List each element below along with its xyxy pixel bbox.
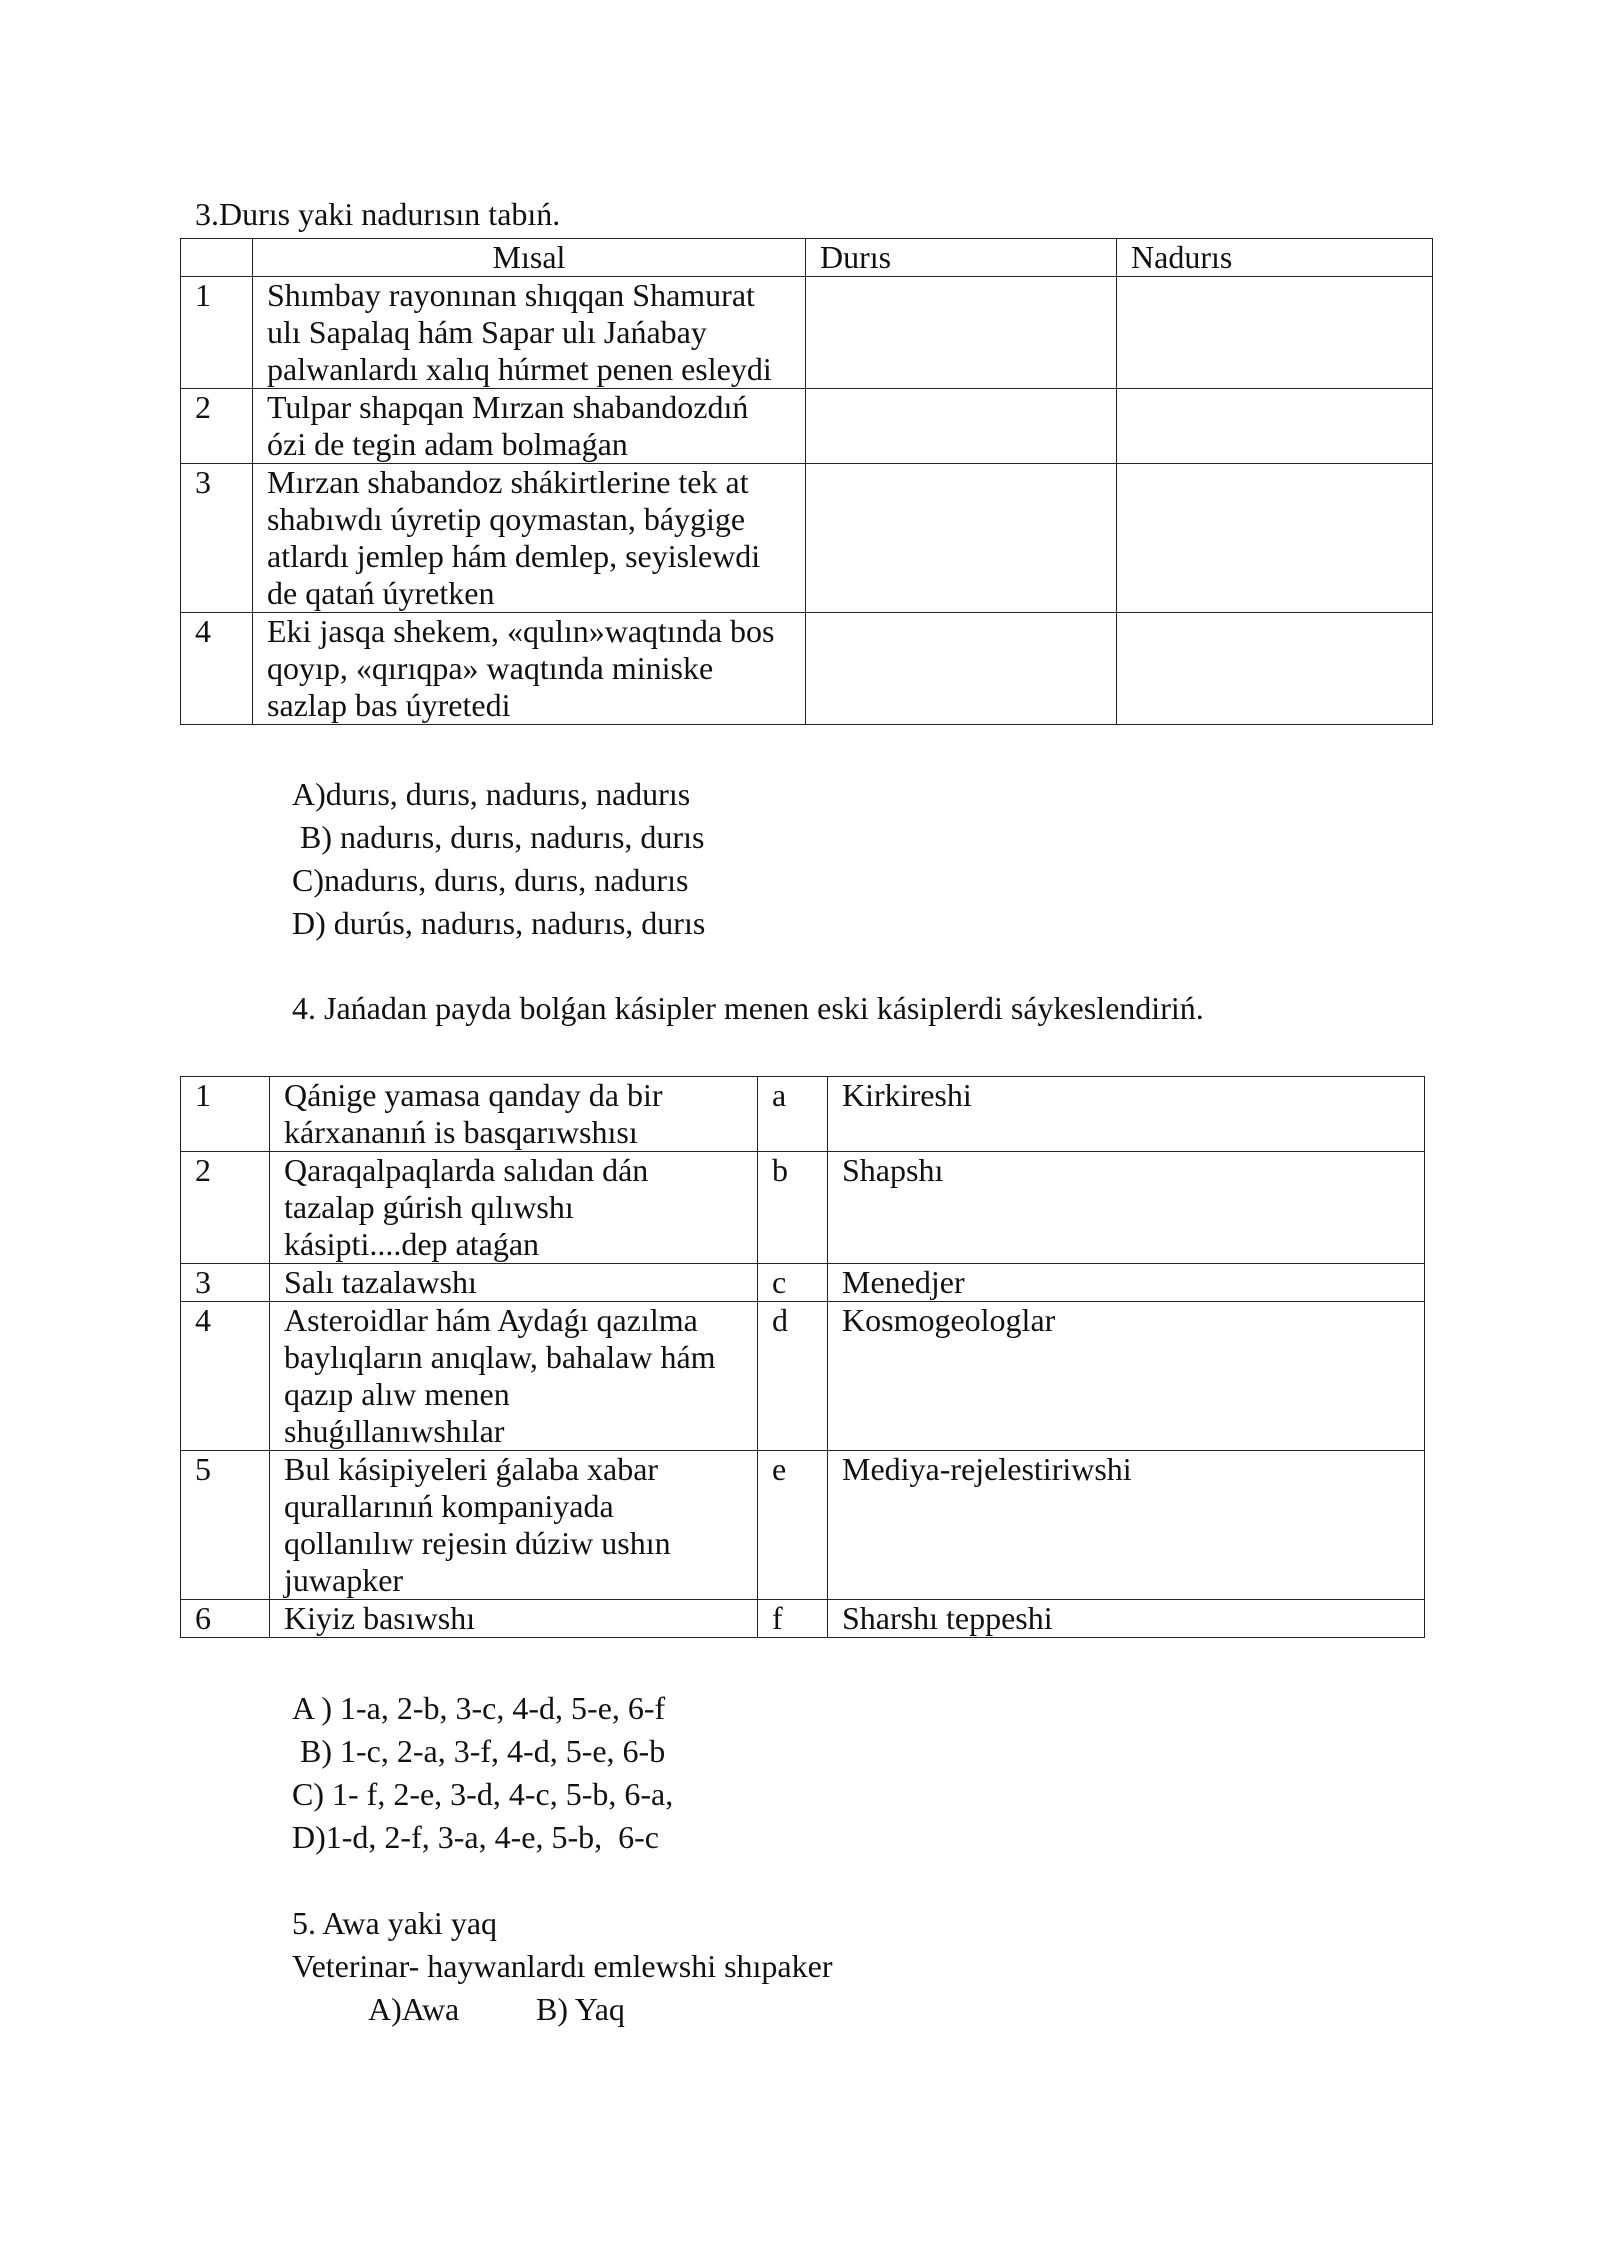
- q5-statement: Veterinar- haywanlardı emlewshi shıpaker: [292, 1948, 833, 1984]
- q4-table: [180, 1076, 1425, 1638]
- q4-row-number: 1: [181, 1077, 270, 1152]
- q3-row-number: 2: [181, 389, 253, 464]
- q4-row-text: [270, 1077, 758, 1152]
- q4-row-text: [270, 1152, 758, 1264]
- q3-correct-cell[interactable]: [806, 389, 1117, 464]
- q4-row: [181, 1451, 1425, 1600]
- text-line: kárxananıń is basqarıwshısı: [284, 1114, 638, 1150]
- text-line: Kiyiz basıwshı: [284, 1600, 476, 1636]
- q3-table: [180, 238, 1433, 725]
- text-line: Tulpar shapqan Mırzan shabandozdıń: [267, 389, 749, 425]
- q3-incorrect-cell[interactable]: [1117, 613, 1433, 725]
- q5-option-b[interactable]: B) Yaq: [536, 1991, 625, 2027]
- text-line: Shımbay rayonınan shıqqan Shamurat: [267, 277, 755, 313]
- q4-row-match: Kirkireshi: [828, 1077, 1425, 1152]
- q3-header-row: [181, 239, 1433, 277]
- q3-incorrect-cell[interactable]: [1117, 277, 1433, 389]
- q4-row-number: 6: [181, 1600, 270, 1638]
- q4-row-match: Sharshı teppeshi: [828, 1600, 1425, 1638]
- q4-row-match: Mediya-rejelestiriwshi: [828, 1451, 1425, 1600]
- q4-row-number: 4: [181, 1302, 270, 1451]
- q3-row-number: 3: [181, 464, 253, 613]
- text-line: juwapker: [284, 1562, 404, 1598]
- text-line: palwanlardı xalıq húrmet penen esleydi: [267, 351, 772, 387]
- q3-row-number: 4: [181, 613, 253, 725]
- q4-option-b[interactable]: B) 1-c, 2-a, 3-f, 4-d, 5-e, 6-b: [292, 1733, 666, 1769]
- text-line: qurallarınıń kompaniyada: [284, 1488, 614, 1524]
- text-line: qollanılıw rejesin dúziw ushın: [284, 1525, 671, 1561]
- text-line: de qatań úyretken: [267, 575, 495, 611]
- q4-row-letter: a: [758, 1077, 828, 1152]
- q3-option-d[interactable]: D) durús, nadurıs, nadurıs, durıs: [292, 905, 706, 941]
- q4-row-number: 2: [181, 1152, 270, 1264]
- q4-row-letter: d: [758, 1302, 828, 1451]
- text-line: Qaraqalpaqlarda salıdan dán: [284, 1152, 649, 1188]
- q4-row-match: Shapshı: [828, 1152, 1425, 1264]
- text-line: shuǵıllanıwshılar: [284, 1413, 505, 1449]
- text-line: kásipti....dep ataǵan: [284, 1226, 540, 1262]
- q3-row-text: [253, 277, 806, 389]
- q3-row: [181, 389, 1433, 464]
- q4-row-text: [270, 1264, 758, 1302]
- q3-option-c[interactable]: C)nadurıs, durıs, durıs, nadurıs: [292, 862, 689, 898]
- q3-row: [181, 277, 1433, 389]
- q3-row: [181, 464, 1433, 613]
- q3-row-text: [253, 464, 806, 613]
- q4-row-number: 5: [181, 1451, 270, 1600]
- q3-option-a[interactable]: A)durıs, durıs, nadurıs, nadurıs: [292, 776, 691, 812]
- q3-correct-cell[interactable]: [806, 613, 1117, 725]
- q3-row-text: [253, 389, 806, 464]
- q4-row-match: Menedjer: [828, 1264, 1425, 1302]
- text-line: Mırzan shabandoz shákirtlerine tek at: [267, 464, 749, 500]
- text-line: Bul kásipiyeleri ǵalaba xabar: [284, 1451, 659, 1487]
- q4-row-text: [270, 1451, 758, 1600]
- q4-row-text: [270, 1600, 758, 1638]
- q5-option-a[interactable]: A)Awa: [368, 1991, 460, 2027]
- text-line: shabıwdı úyretip qoymastan, báygige: [267, 501, 746, 537]
- q3-title: 3.Durıs yaki nadurısın tabıń.: [195, 196, 561, 232]
- q4-row-letter: e: [758, 1451, 828, 1600]
- text-line: Eki jasqa shekem, «qulın»waqtında bos: [267, 613, 775, 649]
- q3-header-correct: Durıs: [806, 239, 1117, 277]
- q3-correct-cell[interactable]: [806, 277, 1117, 389]
- text-line: ulı Sapalaq hám Sapar ulı Jańabay: [267, 314, 707, 350]
- q3-header-num: [181, 239, 253, 277]
- q3-header-example: Mısal: [253, 239, 806, 277]
- q4-option-d[interactable]: D)1-d, 2-f, 3-a, 4-e, 5-b, 6-c: [292, 1819, 659, 1855]
- text-line: sazlap bas úyretedi: [267, 687, 511, 723]
- q3-incorrect-cell[interactable]: [1117, 464, 1433, 613]
- q4-option-a[interactable]: A ) 1-a, 2-b, 3-c, 4-d, 5-e, 6-f: [292, 1690, 666, 1726]
- q4-row-text: [270, 1302, 758, 1451]
- text-line: Qánige yamasa qanday da bir: [284, 1077, 663, 1113]
- q3-correct-cell[interactable]: [806, 464, 1117, 613]
- q4-row-letter: b: [758, 1152, 828, 1264]
- q4-row: [181, 1302, 1425, 1451]
- q3-row-number: 1: [181, 277, 253, 389]
- q3-header-incorrect: Nadurıs: [1117, 239, 1433, 277]
- q4-row: [181, 1152, 1425, 1264]
- text-line: Salı tazalawshı: [284, 1264, 477, 1300]
- q3-row: [181, 613, 1433, 725]
- q5-title: 5. Awa yaki yaq: [292, 1905, 498, 1941]
- text-line: ózi de tegin adam bolmaǵan: [267, 426, 628, 462]
- q4-option-c[interactable]: C) 1- f, 2-e, 3-d, 4-c, 5-b, 6-a,: [292, 1776, 674, 1812]
- text-line: qoyıp, «qırıqpa» waqtında miniske: [267, 650, 714, 686]
- q4-row-letter: f: [758, 1600, 828, 1638]
- q4-row-number: 3: [181, 1264, 270, 1302]
- text-line: atlardı jemlep hám demlep, seyislewdi: [267, 538, 761, 574]
- q4-row: [181, 1600, 1425, 1638]
- q4-row: [181, 1077, 1425, 1152]
- q4-row-letter: c: [758, 1264, 828, 1302]
- q4-row-match: Kosmogeologlar: [828, 1302, 1425, 1451]
- q3-row-text: [253, 613, 806, 725]
- q3-option-b[interactable]: B) nadurıs, durıs, nadurıs, durıs: [292, 819, 705, 855]
- q4-row: [181, 1264, 1425, 1302]
- text-line: Asteroidlar hám Aydaǵı qazılma: [284, 1302, 698, 1338]
- q3-incorrect-cell[interactable]: [1117, 389, 1433, 464]
- text-line: tazalap gúrish qılıwshı: [284, 1189, 574, 1225]
- q4-title: 4. Jańadan payda bolǵan kásipler menen eski kásiplerdi sáykeslendiriń.: [292, 990, 1204, 1026]
- text-line: baylıqların anıqlaw, bahalaw hám: [284, 1339, 716, 1375]
- text-line: qazıp alıw menen: [284, 1376, 510, 1412]
